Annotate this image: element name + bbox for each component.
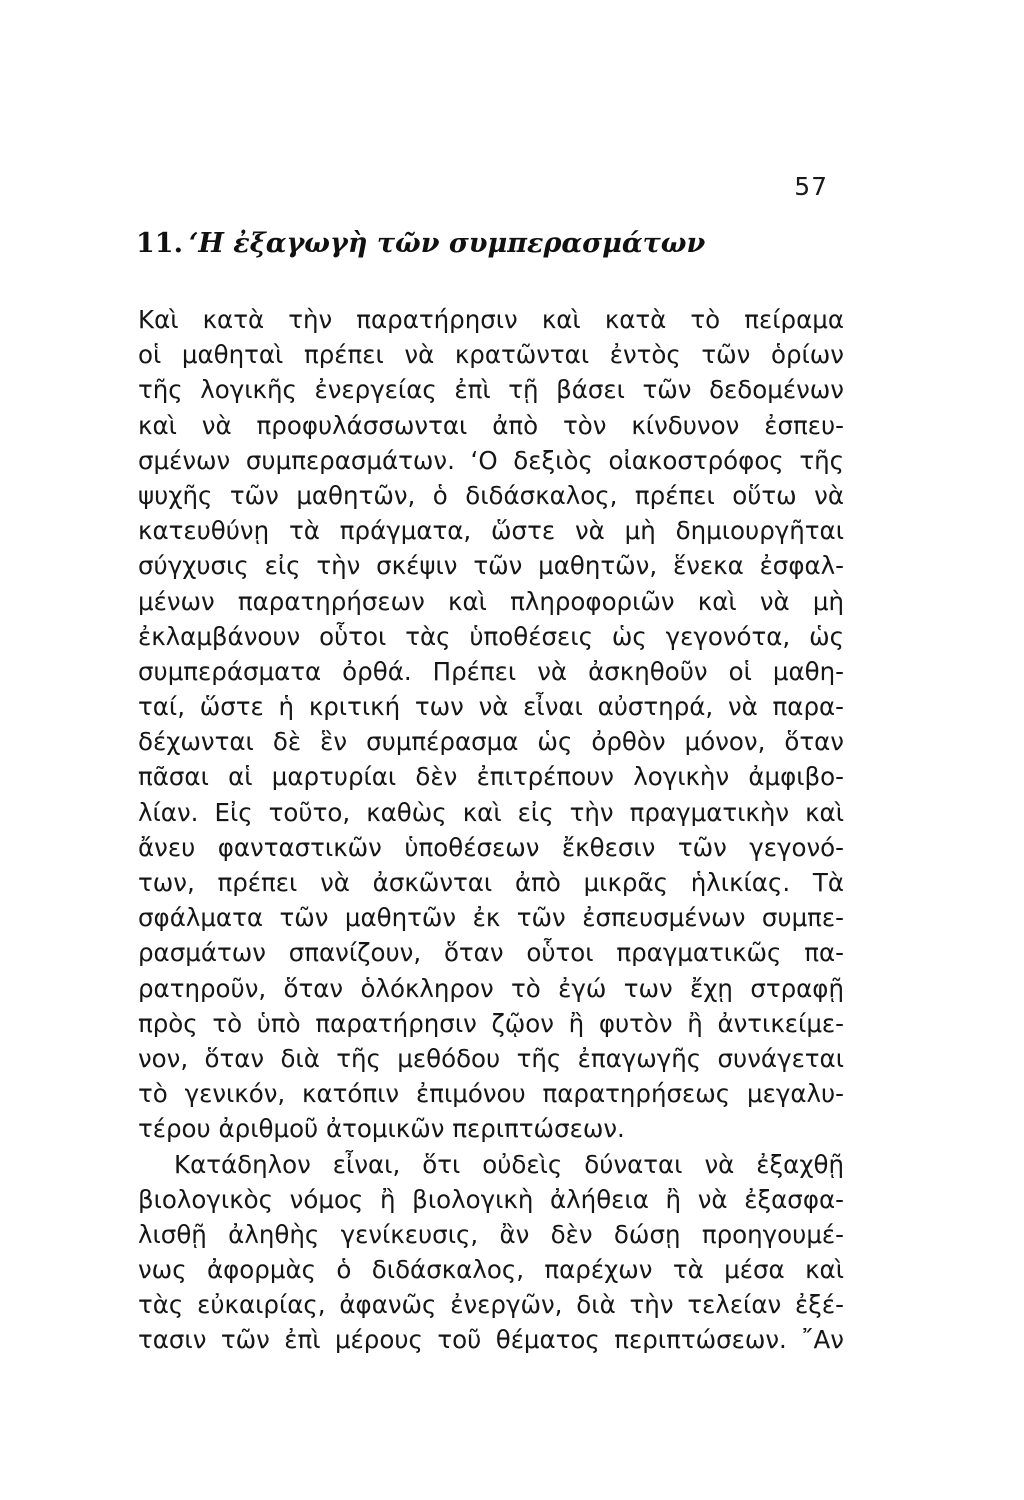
text-line: ἄνευ φανταστικῶν ὑποθέσεων ἔκθεσιν τῶν γεγονό-	[138, 832, 844, 862]
text-line: νον, ὅταν διὰ τῆς μεθόδου τῆς ἐπαγωγῆς συνάγεται	[138, 1043, 844, 1073]
text-line: λισθῇ ἀληθὴς γενίκευσις, ἂν δὲν δώσῃ προηγουμέ-	[138, 1219, 844, 1249]
text-line: Καὶ κατὰ τὴν παρατήρησιν καὶ κατὰ τὸ πείραμα	[138, 305, 844, 334]
text-line: οἱ μαθηταὶ πρέπει νὰ κρατῶνται ἐντὸς τῶν ὁρίων	[138, 340, 844, 370]
text-line: πᾶσαι αἱ μαρτυρίαι δὲν ἐπιτρέπουν λογικὴν ἀμφιβο-	[138, 762, 844, 792]
text-line: σύγχυσις εἰς τὴν σκέψιν τῶν μαθητῶν, ἕνεκα ἐσφαλ-	[138, 551, 844, 581]
section-number: 11.	[136, 228, 183, 259]
text-line: σμένων συμπερασμάτων. ‘Ο δεξιὸς οἰακοστρόφος τῆς	[138, 445, 844, 475]
text-line: συμπεράσματα ὀρθά. Πρέπει νὰ ἀσκηθοῦν οἱ μαθη-	[138, 656, 844, 686]
body-text	[138, 302, 844, 1358]
text-line: ψυχῆς τῶν μαθητῶν, ὁ διδάσκαλος, πρέπει οὕτω νὰ	[138, 480, 844, 510]
section-title: ‘Η ἐξαγωγὴ τῶν συμπερασμάτων	[188, 228, 706, 259]
text-line: νως ἀφορμὰς ὁ διδάσκαλος, παρέχων τὰ μέσα καὶ	[138, 1255, 844, 1285]
text-line: τέρου ἀριθμοῦ ἀτομικῶν περιπτώσεων.	[138, 1114, 625, 1144]
text-line: δέχωνται δὲ ἓν συμπέρασμα ὡς ὀρθὸν μόνον, ὅταν	[138, 727, 844, 757]
text-line: τὰς εὐκαιρίας, ἀφανῶς ἐνεργῶν, διὰ τὴν τελείαν ἐξέ-	[138, 1290, 844, 1320]
text-line: πρὸς τὸ ὑπὸ παρατήρησιν ζῷον ἢ φυτὸν ἢ ἀντικείμε-	[138, 1008, 844, 1038]
text-line: ρασμάτων σπανίζουν, ὅταν οὗτοι πραγματικῶς πα-	[138, 938, 844, 968]
text-line: μένων παρατηρήσεων καὶ πληροφοριῶν καὶ νὰ μὴ	[138, 586, 844, 616]
text-line: λίαν. Εἰς τοῦτο, καθὼς καὶ εἰς τὴν πραγματικὴν καὶ	[138, 797, 844, 827]
text-line: βιολογικὸς νόμος ἢ βιολογικὴ ἀλήθεια ἢ νὰ ἐξασφα-	[138, 1184, 844, 1214]
text-line: καὶ νὰ προφυλάσσωνται ἀπὸ τὸν κίνδυνον ἐσπευ-	[138, 410, 844, 440]
text-line: των, πρέπει νὰ ἀσκῶνται ἀπὸ μικρᾶς ἡλικίας. Τὰ	[138, 868, 844, 897]
text-line: ταί, ὥστε ἡ κριτική των νὰ εἶναι αὐστηρά, νὰ παρα-	[138, 692, 844, 722]
text-line: κατευθύνῃ τὰ πράγματα, ὥστε νὰ μὴ δημιουργῆται	[138, 516, 844, 546]
text-line: τασιν τῶν ἐπὶ μέρους τοῦ θέματος περιπτώσεων. ῎Αν	[138, 1325, 844, 1355]
text-line: ρατηροῦν, ὅταν ὁλόκληρον τὸ ἐγώ των ἔχῃ στραφῇ	[138, 973, 844, 1003]
text-line: τῆς λογικῆς ἐνεργείας ἐπὶ τῇ βάσει τῶν δεδομένων	[138, 375, 844, 405]
section-heading	[136, 228, 705, 259]
text-line: ἐκλαμβάνουν οὗτοι τὰς ὑποθέσεις ὡς γεγονότα, ὡς	[138, 621, 844, 651]
text-line: Κατάδηλον εἶναι, ὅτι οὐδεὶς δύναται νὰ ἐξαχθῇ	[174, 1149, 844, 1179]
text-line: σφάλματα τῶν μαθητῶν ἐκ τῶν ἐσπευσμένων συμπε-	[138, 903, 844, 933]
page-number: 57	[794, 172, 828, 201]
text-line: τὸ γενικόν, κατόπιν ἐπιμόνου παρατηρήσεως μεγαλυ-	[138, 1079, 844, 1109]
